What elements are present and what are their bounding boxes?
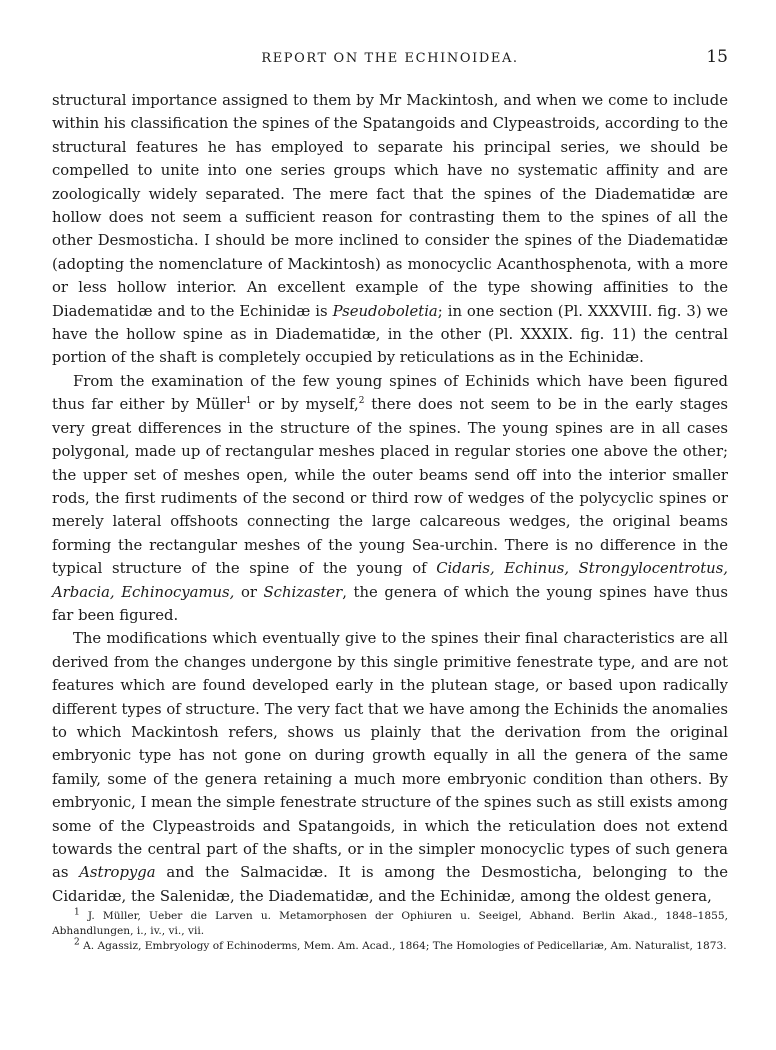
running-head-title: REPORT ON THE ECHINOIDEA. bbox=[261, 51, 519, 66]
footnote-2-text: A. Agassiz, Embryology of Echinoderms, Mem. Am. Acad., 1864; The Homologies of Pedicellariæ, Am. Naturalist, 1873. bbox=[79, 940, 727, 953]
paragraph-2 bbox=[52, 370, 728, 627]
running-header bbox=[52, 47, 728, 71]
genus-astropyga: Astropyga bbox=[79, 864, 156, 882]
genus-list: Cidaris, Echinus, Strongylocentrotus, Arbacia, Echinocyamus, bbox=[52, 560, 728, 601]
footnote-ref-1[interactable]: 1 bbox=[245, 396, 252, 407]
footnote-marker-1: 1 bbox=[74, 907, 80, 918]
paragraph-3-text-a: The modifications which eventually give to the spines their final characteristics are all derived from the changes undergone by this single primitive fenestrate type, and are not features which are found developed early in the plutean stage, or based upon radically different types of structure. The very fact that we have among the Echinids the anomalies to which Mackintosh refers, shows us plainly that the derivation from the original embryonic type has not gone on during growth equally in all the genera of the same family, some of the genera retaining a much more embryonic condition than others. By embryonic, I mean the simple fenestrate structure of the spines such as still exists among some of the Clypeastroids and Spatangoids, in which the reticulation does not extend towards the central part of the shafts, or in the simpler monocyclic types of such genera as bbox=[52, 630, 728, 882]
genus-schizaster: Schizaster bbox=[263, 583, 343, 601]
paragraph-2-text-c: there does not seem to be in the early stages very great differences in the structure of the spines. The young spines are in all cases polygonal, made up of rectangular meshes placed in regular stories one above the other; the upper set of meshes open, while the outer beams send off into the interior smaller rods, the first rudiments of the second or third row of wedges of the polycyclic spines or merely lateral offshoots connecting the large calcareous wedges, the original beams forming the rectangular meshes of the young Sea-urchin. There is no difference in the typical structure of the spine of the young of bbox=[52, 396, 728, 578]
paragraph-3-text-b: and the Salmacidæ. It is among the Desmosticha, belonging to the Cidaridæ, the Salenidæ, the Diadematidæ, and the Echinidæ, among the oldest genera, bbox=[52, 864, 728, 905]
footnotes bbox=[52, 909, 728, 955]
paragraph-3 bbox=[52, 627, 728, 908]
paragraph-2-text-a: From the examination of the few young spines of Echinids which have been figured thus far either by Müller bbox=[52, 372, 728, 414]
page-number: 15 bbox=[706, 47, 728, 67]
paragraph-1-text-b: ; in one section (Pl. XXXVIII. fig. 3) we have the hollow spine as in Diadematidæ, in the other (Pl. XXXIX. fig. 11) the central portion of the shaft is completely occupied by reticulations as in the Echinidæ. bbox=[52, 302, 728, 367]
footnote-1 bbox=[52, 909, 728, 939]
body-text bbox=[52, 89, 728, 908]
paragraph-2-text-e: , the genera of which the young spines have thus far been figured. bbox=[52, 583, 728, 624]
footnote-marker-2: 2 bbox=[74, 937, 80, 948]
footnote-1-text: J. Müller, Ueber die Larven u. Metamorphosen der Ophiuren u. Seeigel, Abhand. Berlin Akad., 1848–1855, Abhandlungen, i., iv., vi., vii. bbox=[52, 910, 728, 938]
footnote-2 bbox=[52, 939, 728, 954]
paragraph-2-text-b: or by myself, bbox=[251, 396, 359, 414]
paragraph-1-text-a: structural importance assigned to them by Mr Mackintosh, and when we come to include within his classification the spines of the Spatangoids and Clypeastroids, according to the structural features he has employed to separate his principal series, we should be compelled to unite into one series groups which have no systematic affinity and are zoologically widely separated. The mere fact that the spines of the Diadematidæ are hollow does not seem a sufficient reason for contrasting them to the spines of all the other Desmosticha. I should be more inclined to consider the spines of the Diadematidæ (adopting the nomenclature of Mackintosh) as monocyclic Acanthosphenota, with a more or less hollow interior. An excellent example of the type showing affinities to the Diadematidæ and to the Echinidæ is bbox=[52, 92, 728, 320]
paragraph-1 bbox=[52, 89, 728, 370]
footnote-ref-2[interactable]: 2 bbox=[358, 396, 365, 407]
genus-pseudoboletia: Pseudoboletia bbox=[332, 302, 438, 320]
paragraph-2-text-d: or bbox=[234, 583, 264, 601]
